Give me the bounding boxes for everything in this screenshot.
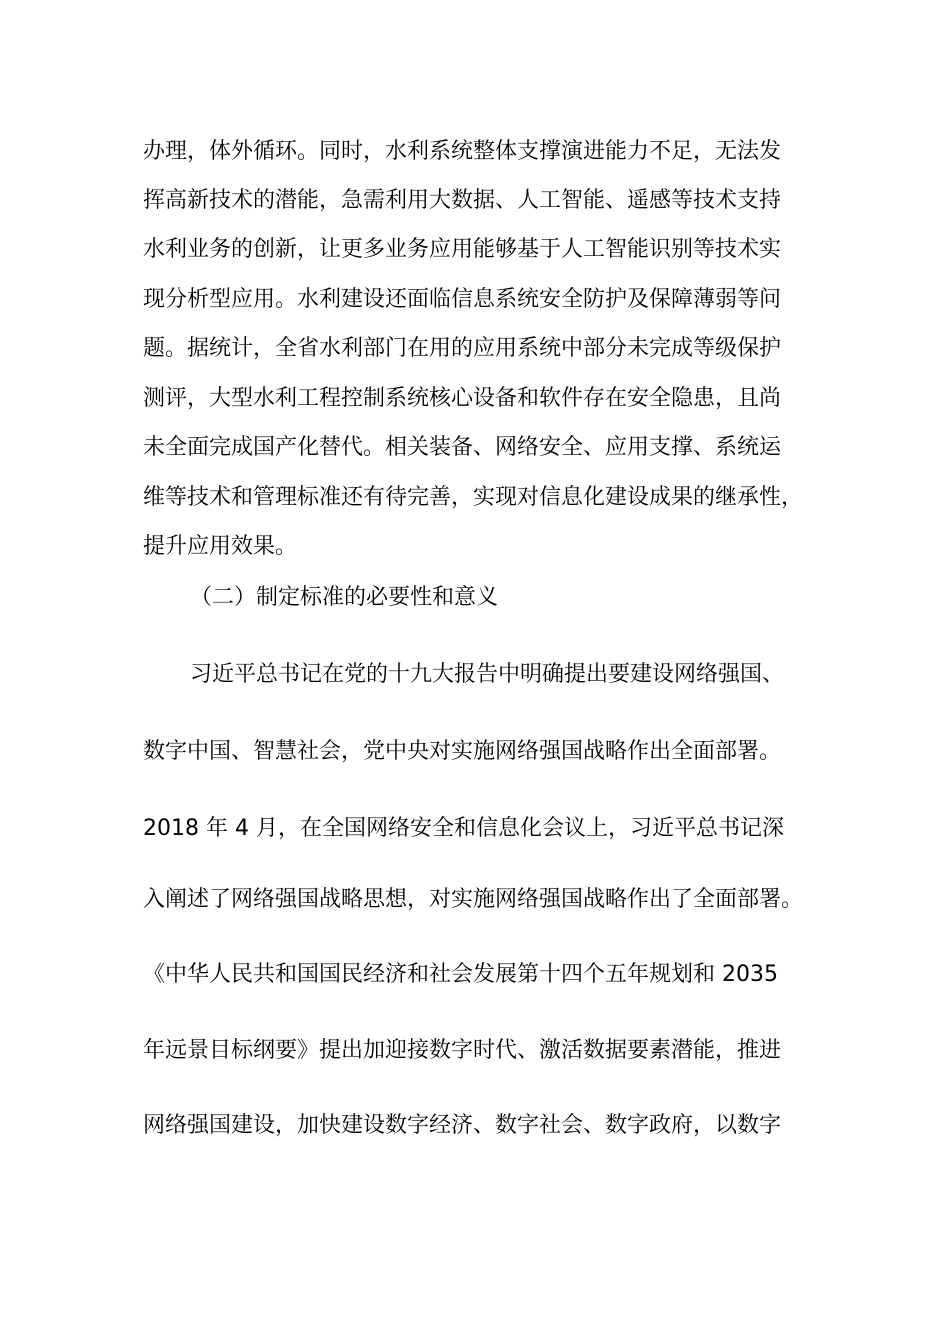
paragraph-1-line-5: 题。据统计，全省水利部门在用的应用系统中部分未完成等级保护 xyxy=(143,336,782,361)
paragraph-2-line-4: 入阐述了网络强国战略思想，对实施网络强国战略作出了全面部署。 xyxy=(143,887,804,912)
section-heading: （二）制定标准的必要性和意义 xyxy=(190,585,499,610)
paragraph-1-line-7: 未全面完成国产化替代。相关装备、网络安全、应用支撑、系统运 xyxy=(143,435,782,460)
paragraph-1-line-8: 维等技术和管理标准还有待完善，实现对信息化建设成果的继承性， xyxy=(143,485,804,510)
paragraph-2-line-3: 2018 年 4 月，在全国网络安全和信息化会议上，习近平总书记深 xyxy=(143,816,784,841)
paragraph-2-line-2: 数字中国、智慧社会，党中央对实施网络强国战略作出全面部署。 xyxy=(143,739,782,764)
paragraph-2-line-7: 网络强国建设，加快建设数字经济、数字社会、数字政府，以数字 xyxy=(143,1113,782,1138)
paragraph-1-line-2: 挥高新技术的潜能，急需利用大数据、人工智能、遥感等技术支持 xyxy=(143,188,782,213)
paragraph-2-line-5: 《中华人民共和国国民经济和社会发展第十四个五年规划和 2035 xyxy=(143,962,778,987)
paragraph-1-line-1: 办理，体外循环。同时，水利系统整体支撑演进能力不足，无法发 xyxy=(143,139,782,164)
paragraph-1-line-3: 水利业务的创新，让更多业务应用能够基于人工智能识别等技术实 xyxy=(143,237,782,262)
paragraph-1-line-4: 现分析型应用。水利建设还面临信息系统安全防护及保障薄弱等问 xyxy=(143,287,782,312)
paragraph-1-line-6: 测评，大型水利工程控制系统核心设备和软件存在安全隐患，且尚 xyxy=(143,386,782,411)
paragraph-2-line-1: 习近平总书记在党的十九大报告中明确提出要建设网络强国、 xyxy=(190,662,785,687)
paragraph-1-line-9: 提升应用效果。 xyxy=(143,534,298,559)
paragraph-2-line-6: 年远景目标纲要》提出加迎接数字时代、激活数据要素潜能，推进 xyxy=(143,1038,782,1063)
